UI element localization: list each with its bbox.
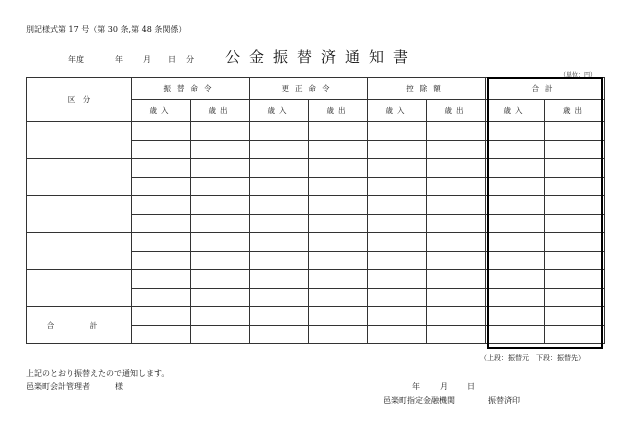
amount-cell-destination[interactable] (486, 141, 545, 159)
amount-cell-destination[interactable] (250, 141, 309, 159)
amount-cell-source[interactable] (309, 233, 368, 252)
amount-cell-destination[interactable] (132, 326, 191, 344)
amount-cell-destination[interactable] (368, 252, 427, 270)
amount-cell-destination[interactable] (132, 141, 191, 159)
amount-cell-destination[interactable] (368, 178, 427, 196)
kubun-header: 区 分 (27, 78, 132, 122)
amount-cell-destination[interactable] (309, 326, 368, 344)
amount-cell-destination[interactable] (486, 252, 545, 270)
amount-cell-source[interactable] (486, 233, 545, 252)
form-reference: 別記様式第 17 号（第 30 条,第 48 条関係） (26, 25, 187, 34)
amount-cell-destination[interactable] (191, 141, 250, 159)
sub-header-expenditure: 歳出 (309, 100, 368, 122)
amount-cell-source[interactable] (132, 307, 191, 326)
amount-cell-source[interactable] (309, 196, 368, 215)
amount-cell-source[interactable] (427, 270, 486, 289)
table-row (27, 233, 605, 252)
amount-cell-source[interactable] (250, 159, 309, 178)
amount-cell-source[interactable] (545, 233, 605, 252)
amount-cell-destination[interactable] (309, 215, 368, 233)
amount-cell-source[interactable] (250, 122, 309, 141)
table-body (27, 122, 605, 344)
amount-cell-source[interactable] (427, 307, 486, 326)
amount-cell-source[interactable] (545, 159, 605, 178)
year-label: 年 (115, 55, 123, 64)
amount-cell-source[interactable] (545, 270, 605, 289)
amount-cell-source[interactable] (486, 270, 545, 289)
amount-cell-source[interactable] (191, 270, 250, 289)
amount-cell-destination[interactable] (309, 141, 368, 159)
group-header-deduction: 控除額 (368, 78, 486, 100)
amount-cell-destination[interactable] (545, 178, 605, 196)
amount-cell-source[interactable] (545, 122, 605, 141)
amount-cell-destination[interactable] (545, 215, 605, 233)
sub-header-expenditure: 歳出 (427, 100, 486, 122)
amount-cell-source[interactable] (191, 307, 250, 326)
amount-cell-source[interactable] (132, 233, 191, 252)
kubun-cell[interactable] (27, 270, 132, 307)
fiscal-year-label: 年度 (68, 55, 84, 64)
amount-cell-destination[interactable] (309, 289, 368, 307)
group-header-transfer-order: 振替命令 (132, 78, 250, 100)
amount-cell-source[interactable] (250, 196, 309, 215)
amount-cell-source[interactable] (309, 270, 368, 289)
amount-cell-destination[interactable] (132, 178, 191, 196)
amount-cell-source[interactable] (545, 196, 605, 215)
amount-cell-destination[interactable] (427, 289, 486, 307)
portion-label: 分 (186, 55, 194, 64)
amount-cell-destination[interactable] (191, 326, 250, 344)
unit-note: （単位：円） (560, 72, 597, 79)
amount-cell-destination[interactable] (427, 141, 486, 159)
kubun-cell[interactable] (27, 233, 132, 270)
transfer-stamp-label: 振替済印 (488, 396, 520, 405)
total-row-label: 合 計 (27, 307, 132, 344)
sub-header-expenditure: 歳出 (191, 100, 250, 122)
amount-cell-destination[interactable] (545, 326, 605, 344)
amount-cell-destination[interactable] (427, 326, 486, 344)
amount-cell-source[interactable] (427, 122, 486, 141)
amount-cell-destination[interactable] (250, 178, 309, 196)
amount-cell-source[interactable] (132, 122, 191, 141)
table-row (27, 122, 605, 141)
amount-cell-source[interactable] (309, 122, 368, 141)
amount-cell-destination[interactable] (250, 215, 309, 233)
amount-cell-destination[interactable] (486, 215, 545, 233)
table-row (27, 270, 605, 289)
amount-cell-source[interactable] (486, 122, 545, 141)
amount-cell-destination[interactable] (132, 289, 191, 307)
amount-cell-destination[interactable] (427, 252, 486, 270)
amount-cell-source[interactable] (250, 233, 309, 252)
sub-header-expenditure: 歳出 (545, 100, 605, 122)
amount-cell-source[interactable] (368, 196, 427, 215)
amount-cell-destination[interactable] (545, 141, 605, 159)
amount-cell-source[interactable] (309, 307, 368, 326)
month-label: 月 (143, 55, 151, 64)
amount-cell-source[interactable] (427, 159, 486, 178)
amount-cell-destination[interactable] (486, 178, 545, 196)
amount-cell-source[interactable] (486, 159, 545, 178)
sign-year-label: 年 (412, 382, 420, 391)
amount-cell-destination[interactable] (427, 178, 486, 196)
kubun-cell[interactable] (27, 196, 132, 233)
amount-cell-source[interactable] (368, 122, 427, 141)
amount-cell-source[interactable] (250, 307, 309, 326)
sub-header-revenue: 歳入 (486, 100, 545, 122)
amount-cell-source[interactable] (368, 233, 427, 252)
amount-cell-destination[interactable] (486, 326, 545, 344)
kubun-cell[interactable] (27, 122, 132, 159)
amount-cell-source[interactable] (132, 196, 191, 215)
amount-cell-source[interactable] (486, 196, 545, 215)
amount-cell-destination[interactable] (427, 215, 486, 233)
sub-header-revenue: 歳入 (132, 100, 191, 122)
row-legend: （上段：振替元 下段：振替先） (480, 354, 585, 362)
day-label: 日 (168, 55, 176, 64)
amount-cell-destination[interactable] (191, 289, 250, 307)
amount-cell-source[interactable] (486, 307, 545, 326)
group-header-total: 合計 (486, 78, 605, 100)
bank-name: 邑楽町指定金融機関 (383, 396, 455, 405)
amount-cell-destination[interactable] (132, 215, 191, 233)
amount-cell-source[interactable] (250, 270, 309, 289)
amount-cell-destination[interactable] (368, 215, 427, 233)
amount-cell-source[interactable] (368, 307, 427, 326)
document-title: 公金振替済通知書 (225, 48, 418, 66)
amount-cell-destination[interactable] (191, 252, 250, 270)
amount-cell-destination[interactable] (545, 289, 605, 307)
amount-cell-destination[interactable] (368, 289, 427, 307)
amount-cell-destination[interactable] (368, 326, 427, 344)
amount-cell-destination[interactable] (486, 289, 545, 307)
table-row (27, 159, 605, 178)
group-header-correction-order: 更正命令 (250, 78, 368, 100)
amount-cell-source[interactable] (191, 159, 250, 178)
addressee: 邑楽町会計管理者 (26, 382, 90, 391)
transfer-table (26, 77, 605, 344)
table-row (27, 196, 605, 215)
notice-text: 上記のとおり振替えたので通知します。 (26, 369, 170, 378)
amount-cell-source[interactable] (132, 159, 191, 178)
amount-cell-destination[interactable] (309, 178, 368, 196)
amount-cell-source[interactable] (545, 307, 605, 326)
amount-cell-destination[interactable] (250, 326, 309, 344)
amount-cell-source[interactable] (191, 233, 250, 252)
amount-cell-source[interactable] (191, 122, 250, 141)
sign-day-label: 日 (467, 382, 475, 391)
amount-cell-source[interactable] (368, 270, 427, 289)
amount-cell-destination[interactable] (191, 178, 250, 196)
amount-cell-source[interactable] (132, 270, 191, 289)
amount-cell-destination[interactable] (309, 252, 368, 270)
amount-cell-source[interactable] (427, 233, 486, 252)
amount-cell-source[interactable] (191, 196, 250, 215)
amount-cell-destination[interactable] (368, 141, 427, 159)
amount-cell-destination[interactable] (545, 252, 605, 270)
amount-cell-destination[interactable] (250, 289, 309, 307)
kubun-cell[interactable] (27, 159, 132, 196)
amount-cell-source[interactable] (368, 159, 427, 178)
honorific: 様 (115, 382, 123, 391)
sub-header-revenue: 歳入 (368, 100, 427, 122)
amount-cell-source[interactable] (309, 159, 368, 178)
amount-cell-destination[interactable] (191, 215, 250, 233)
sign-month-label: 月 (440, 382, 448, 391)
amount-cell-source[interactable] (427, 196, 486, 215)
table-row (27, 307, 605, 326)
amount-cell-destination[interactable] (132, 252, 191, 270)
amount-cell-destination[interactable] (250, 252, 309, 270)
sub-header-revenue: 歳入 (250, 100, 309, 122)
